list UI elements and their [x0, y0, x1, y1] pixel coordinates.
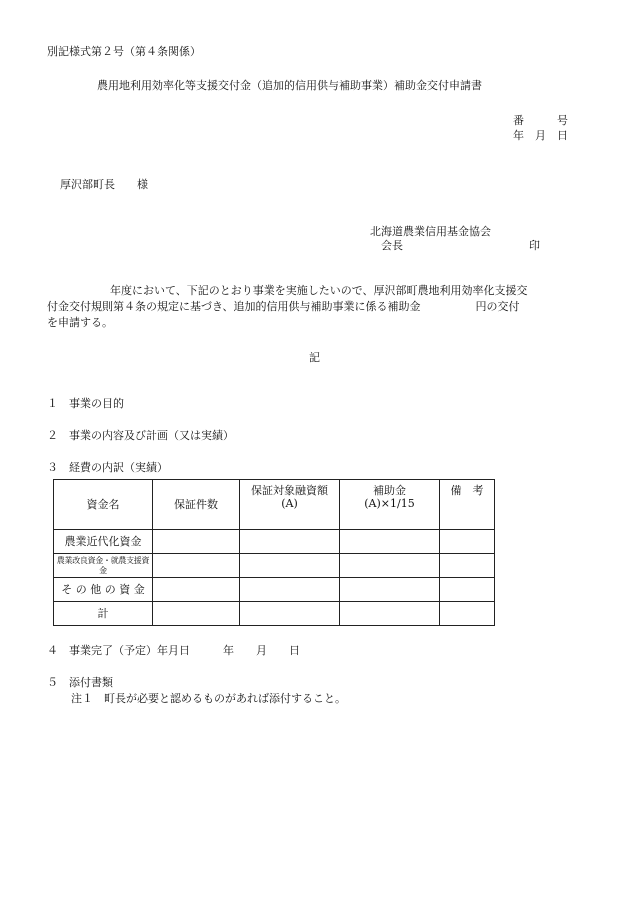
header-subsidy-formula: (A)×1/15: [364, 497, 415, 511]
table-row: [54, 578, 495, 602]
table-cell: [440, 602, 495, 626]
table-cell: [153, 578, 240, 602]
table-cell: [340, 554, 440, 578]
table-cell: [240, 554, 340, 578]
table-cell: [340, 578, 440, 602]
table-cell: [340, 602, 440, 626]
section-completion-date: ４ 事業完了（予定）年月日 年 月 日: [47, 644, 300, 657]
applicant-title: 会長: [381, 239, 403, 252]
body-line-2: 付金交付規則第４条の規定に基づき、追加的信用供与補助事業に係る補助金 円の交付: [47, 299, 520, 313]
row-label: 農業近代化資金: [54, 530, 153, 554]
seal-mark: 印: [529, 239, 540, 252]
document-title: 農用地利用効率化等支援交付金（追加的信用供与補助事業）補助金交付申請書: [97, 79, 482, 92]
header-fund-name: 資金名: [54, 480, 153, 530]
document-date: 年 月 日: [513, 129, 568, 142]
section-content: ２ 事業の内容及び計画（又は実績）: [47, 429, 234, 442]
header-guarantee-count: 保証件数: [153, 480, 240, 530]
body-line-3: を申請する。: [47, 315, 113, 329]
attachment-note: 注１ 町長が必要と認めるものがあれば添付すること。: [71, 692, 346, 705]
section-attachments: ５ 添付書類: [47, 676, 113, 689]
table-cell: [153, 554, 240, 578]
header-remarks: 備 考: [440, 480, 495, 530]
table-row: [54, 602, 495, 626]
table-header-row: [54, 480, 495, 530]
header-loan-amount-code: (A): [281, 497, 298, 511]
table-cell: [240, 578, 340, 602]
row-label: 計: [54, 602, 153, 626]
applicant-org: 北海道農業信用基金協会: [370, 225, 491, 238]
table-cell: [440, 530, 495, 554]
table-cell: [340, 530, 440, 554]
expense-table: [53, 479, 495, 626]
ki-mark: 記: [309, 351, 320, 364]
form-label: 別記様式第２号（第４条関係）: [47, 45, 201, 58]
table-row: [54, 530, 495, 554]
row-label: 農業改良資金・就農支援資金: [54, 554, 153, 578]
table-cell: [240, 602, 340, 626]
section-purpose: １ 事業の目的: [47, 397, 124, 410]
body-line-1: 年度において、下記のとおり事業を実施したいので、厚沢部町農地利用効率化支援交: [110, 284, 528, 297]
table-cell: [440, 554, 495, 578]
header-loan-amount: [240, 480, 340, 530]
header-loan-amount-label: 保証対象融資額: [251, 484, 328, 497]
table-cell: [240, 530, 340, 554]
header-subsidy: [340, 480, 440, 530]
row-label: そ の 他 の 資 金: [54, 578, 153, 602]
table-row: [54, 554, 495, 578]
section-expenses: ３ 経費の内訳（実績）: [47, 461, 168, 474]
table-cell: [440, 578, 495, 602]
table-cell: [153, 602, 240, 626]
document-number: 番 号: [513, 114, 568, 127]
application-body: [47, 283, 587, 331]
addressee: 厚沢部町長 様: [60, 178, 148, 191]
table-cell: [153, 530, 240, 554]
header-subsidy-label: 補助金: [373, 484, 406, 497]
